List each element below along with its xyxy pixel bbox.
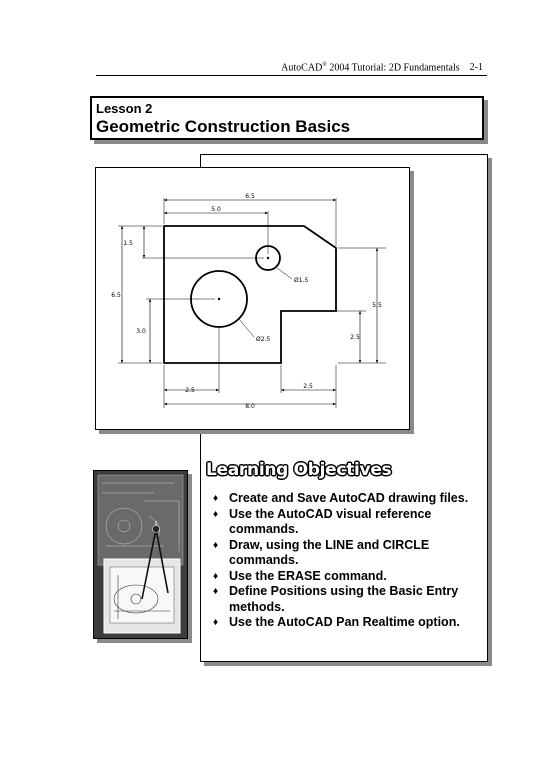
dim-small-hole-offset: 1.5	[123, 240, 133, 247]
header-suffix: 2004 Tutorial: 2D Fundamentals	[326, 62, 460, 74]
running-header-text	[281, 62, 483, 73]
diamond-bullet-icon: ♦	[213, 570, 219, 582]
objective-item: ♦ Define Positions using the Basic Entry methods.	[213, 584, 459, 614]
dim-small-hole-dia: Ø1.5	[294, 277, 309, 284]
objective-item: ♦ Draw, using the LINE and CIRCLE commands.	[213, 537, 430, 567]
dim-total-width: 8.0	[245, 403, 255, 410]
registered-mark: ®	[322, 62, 327, 68]
objective-item: ♦ Use the ERASE command.	[213, 568, 387, 583]
running-header	[96, 62, 487, 76]
lesson-title: Geometric Construction Basics	[96, 117, 351, 136]
diamond-bullet-icon: ♦	[213, 586, 219, 597]
dim-large-hole-dia: Ø2.5	[256, 336, 271, 343]
dim-large-hole-height: 3.0	[136, 328, 146, 335]
dim-large-hole-x: 2.5	[185, 387, 195, 394]
lesson-number: Lesson 2	[96, 101, 153, 116]
dim-overall-width: 6.5	[245, 193, 255, 200]
part-outline	[164, 226, 336, 363]
objective-item: ♦ Use the AutoCAD Pan Realtime option.	[213, 615, 460, 629]
objectives-list	[213, 491, 483, 631]
objective-item: ♦ Create and Save AutoCAD drawing files.	[213, 491, 469, 505]
dim-step-width: 2.5	[303, 383, 313, 390]
dim-top-to-hole: 5.0	[211, 206, 221, 213]
dim-right-height: 5.5	[372, 302, 382, 309]
objective-item: ♦ Use the AutoCAD visual reference commands.	[213, 506, 432, 536]
drafting-tools-icon	[94, 471, 187, 638]
diamond-bullet-icon: ♦	[213, 539, 219, 551]
objectives-title: Learning Objectives	[206, 460, 392, 480]
diamond-bullet-icon: ♦	[213, 508, 219, 520]
diamond-bullet-icon: ♦	[213, 493, 219, 504]
technical-drawing	[96, 168, 409, 429]
lesson-title-box	[90, 96, 484, 140]
diamond-bullet-icon: ♦	[213, 617, 219, 628]
page-number: 2-1	[469, 62, 483, 74]
drafting-illustration	[93, 470, 188, 639]
drawing-panel	[95, 167, 410, 430]
dim-step-height: 2.5	[350, 334, 360, 341]
dim-overall-height: 6.5	[111, 292, 121, 299]
header-prefix: AutoCAD	[281, 62, 323, 74]
